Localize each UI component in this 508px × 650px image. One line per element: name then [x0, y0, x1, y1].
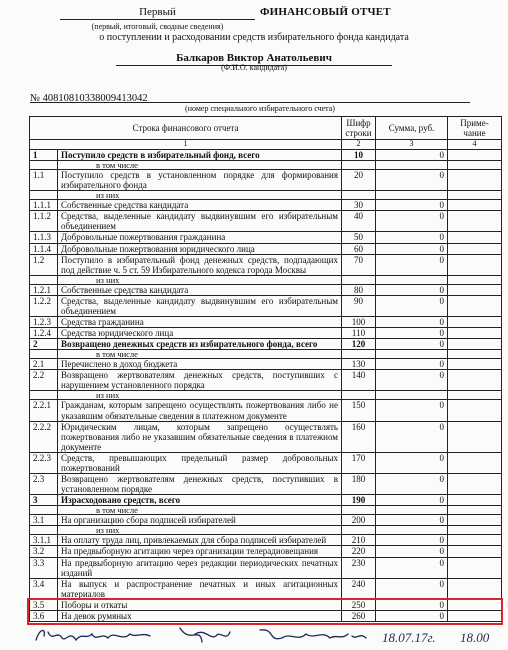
row-note — [448, 359, 502, 370]
row-sum: 0 — [376, 317, 448, 328]
table-row — [30, 284, 502, 295]
row-code: 1.2.1 — [30, 284, 58, 295]
row-note — [448, 452, 502, 473]
row-label: На предвыборную агитацию через организации телерадиовещания — [58, 546, 342, 557]
table-row — [30, 495, 502, 506]
table-row — [30, 400, 502, 421]
row-line-code: 40 — [342, 211, 376, 232]
row-sum: 0 — [376, 232, 448, 243]
report-title: ФИНАНСОВЫЙ ОТЧЕТ — [260, 6, 391, 18]
row-line-code — [342, 350, 376, 359]
row-code: 1.1.1 — [30, 200, 58, 211]
row-sum: 0 — [376, 421, 448, 452]
row-code — [30, 161, 58, 170]
row-label: Средства, выделенные кандидату выдвинувшим его избирательным объединением — [58, 211, 342, 232]
row-label: На предвыборную агитацию через редакции периодических печатных изданий — [58, 557, 342, 578]
row-label: Поступило в избирательный фонд денежных средств, подпадающих под действие ч. 5 ст. 59 Избирательного кодекса города Москвы — [58, 254, 342, 275]
handwritten-certification — [30, 622, 500, 648]
row-sum: 0 — [376, 370, 448, 391]
row-label: Поступило средств в установленном порядке для формирования избирательного фонда — [58, 170, 342, 191]
column-number: 2 — [342, 140, 376, 150]
row-sum: 0 — [376, 599, 448, 610]
row-note — [448, 350, 502, 359]
table-row — [30, 211, 502, 232]
table-row — [30, 243, 502, 254]
row-sum: 0 — [376, 400, 448, 421]
row-sum: 0 — [376, 339, 448, 350]
row-line-code: 140 — [342, 370, 376, 391]
account-note: (номер специального избирательного счета) — [185, 104, 335, 113]
candidate-note: (Ф.И.О. кандидата) — [221, 63, 287, 72]
row-code: 1.2 — [30, 254, 58, 275]
table-subheading-row — [30, 526, 502, 535]
row-note — [448, 295, 502, 316]
signature-date: 18.07.17г. — [382, 630, 436, 645]
row-label: На оплату труда лиц, привлекаемых для сбора подписей избирателей — [58, 535, 342, 546]
row-line-code: 110 — [342, 328, 376, 339]
row-sum — [376, 506, 448, 515]
row-line-code: 10 — [342, 150, 376, 161]
row-line-code: 30 — [342, 200, 376, 211]
row-code — [30, 350, 58, 359]
row-code: 3.4 — [30, 578, 58, 599]
row-code: 1.2.3 — [30, 317, 58, 328]
row-line-code — [342, 275, 376, 284]
row-line-code: 190 — [342, 495, 376, 506]
row-sum: 0 — [376, 474, 448, 495]
row-sum: 0 — [376, 243, 448, 254]
table-row — [30, 421, 502, 452]
row-note — [448, 506, 502, 515]
row-note — [448, 400, 502, 421]
row-sum: 0 — [376, 200, 448, 211]
row-line-code: 70 — [342, 254, 376, 275]
row-line-code: 180 — [342, 474, 376, 495]
row-label: Гражданам, которым запрещено осуществлять пожертвования либо не указавшим обязательные сведения в платежном документе — [58, 400, 342, 421]
table-row — [30, 599, 502, 610]
row-note — [448, 474, 502, 495]
row-code: 2.1 — [30, 359, 58, 370]
row-label: Средства гражданина — [58, 317, 342, 328]
row-note — [448, 578, 502, 599]
table-row — [30, 515, 502, 526]
row-sum: 0 — [376, 359, 448, 370]
table-row — [30, 170, 502, 191]
row-subheading: в том числе — [58, 161, 342, 170]
table-row — [30, 232, 502, 243]
row-line-code: 150 — [342, 400, 376, 421]
row-label: Поборы и откаты — [58, 599, 342, 610]
row-line-code: 120 — [342, 339, 376, 350]
row-line-code: 200 — [342, 515, 376, 526]
row-line-code: 260 — [342, 610, 376, 621]
row-note — [448, 328, 502, 339]
row-sum: 0 — [376, 452, 448, 473]
row-sum: 0 — [376, 610, 448, 621]
row-sum: 0 — [376, 557, 448, 578]
row-sum: 0 — [376, 535, 448, 546]
table-row — [30, 359, 502, 370]
column-number: 3 — [376, 140, 448, 150]
row-label: Возвращено жертвователям денежных средств, поступивших в установленном порядке — [58, 474, 342, 495]
account-line — [30, 88, 470, 103]
row-code: 2.2.2 — [30, 421, 58, 452]
col-header-row-label: Строка финансового отчета — [30, 117, 342, 140]
row-note — [448, 599, 502, 610]
row-line-code: 80 — [342, 284, 376, 295]
row-label: Собственные средства кандидата — [58, 284, 342, 295]
row-line-code: 250 — [342, 599, 376, 610]
row-line-code: 20 — [342, 170, 376, 191]
row-code: 1.2.2 — [30, 295, 58, 316]
table-row — [30, 295, 502, 316]
row-sum: 0 — [376, 515, 448, 526]
row-note — [448, 243, 502, 254]
row-label: Средства, выделенные кандидату выдвинувшим его избирательным объединением — [58, 295, 342, 316]
row-label: Возвращено жертвователям денежных средств, поступивших с нарушением установленного порядка — [58, 370, 342, 391]
row-note — [448, 170, 502, 191]
row-note — [448, 515, 502, 526]
row-note — [448, 200, 502, 211]
row-code — [30, 191, 58, 200]
row-label: На выпуск и распространение печатных и иных агитационных материалов — [58, 578, 342, 599]
table-row — [30, 546, 502, 557]
signature-time: 18.00 — [460, 630, 490, 645]
row-code: 1 — [30, 150, 58, 161]
row-label: Израсходовано средств, всего — [58, 495, 342, 506]
row-sum — [376, 161, 448, 170]
row-note — [448, 495, 502, 506]
row-code: 3 — [30, 495, 58, 506]
financial-table — [29, 116, 502, 622]
row-subheading: из них — [58, 275, 342, 284]
row-line-code — [342, 506, 376, 515]
row-note — [448, 421, 502, 452]
row-code: 3.5 — [30, 599, 58, 610]
row-code: 1.1.2 — [30, 211, 58, 232]
row-line-code: 220 — [342, 546, 376, 557]
row-label: Юридическим лицам, которым запрещено осуществлять пожертвования либо не указавшим обязательные сведения в платежном документе — [58, 421, 342, 452]
row-sum: 0 — [376, 211, 448, 232]
row-code: 2.2.1 — [30, 400, 58, 421]
row-note — [448, 317, 502, 328]
row-sum: 0 — [376, 578, 448, 599]
account-number: № 40810810338009413042 — [30, 93, 148, 104]
row-label: Средств, превышающих предельный размер добровольных пожертвований — [58, 452, 342, 473]
row-line-code: 160 — [342, 421, 376, 452]
table-subheading-row — [30, 275, 502, 284]
row-note — [448, 232, 502, 243]
report-kind-note: (первый, итоговый, сводные сведения) — [91, 22, 224, 31]
table-row — [30, 328, 502, 339]
row-sum — [376, 391, 448, 400]
row-code: 1.1 — [30, 170, 58, 191]
table-row — [30, 254, 502, 275]
row-note — [448, 557, 502, 578]
row-label: Перечислено в доход бюджета — [58, 359, 342, 370]
row-line-code — [342, 161, 376, 170]
row-code — [30, 526, 58, 535]
row-code: 2 — [30, 339, 58, 350]
row-line-code: 50 — [342, 232, 376, 243]
row-note — [448, 284, 502, 295]
row-note — [448, 161, 502, 170]
row-code: 2.2 — [30, 370, 58, 391]
row-note — [448, 610, 502, 621]
row-sum: 0 — [376, 254, 448, 275]
row-sum: 0 — [376, 170, 448, 191]
row-sum: 0 — [376, 150, 448, 161]
row-note — [448, 275, 502, 284]
candidate-name: Балкаров Виктор Анатольевич — [116, 52, 392, 66]
row-sum: 0 — [376, 328, 448, 339]
table-body — [30, 150, 502, 622]
row-label: Поступило средств в избирательный фонд, всего — [58, 150, 342, 161]
row-subheading: в том числе — [58, 506, 342, 515]
row-sum: 0 — [376, 546, 448, 557]
row-note — [448, 191, 502, 200]
signature-scribble-2 — [180, 628, 230, 642]
row-code: 1.1.4 — [30, 243, 58, 254]
row-label: Добровольные пожертвования гражданина — [58, 232, 342, 243]
table-row — [30, 557, 502, 578]
row-line-code — [342, 391, 376, 400]
table-subheading-row — [30, 350, 502, 359]
row-label: Добровольные пожертвования юридического лица — [58, 243, 342, 254]
row-code: 2.2.3 — [30, 452, 58, 473]
row-code: 3.3 — [30, 557, 58, 578]
row-line-code: 210 — [342, 535, 376, 546]
row-note — [448, 254, 502, 275]
column-number: 4 — [448, 140, 502, 150]
row-line-code: 100 — [342, 317, 376, 328]
table-row — [30, 150, 502, 161]
col-header-note: Приме-чание — [448, 117, 502, 140]
row-line-code: 170 — [342, 452, 376, 473]
table-header-row — [30, 117, 502, 140]
row-subheading: из них — [58, 191, 342, 200]
table-row — [30, 578, 502, 599]
row-code: 3.1.1 — [30, 535, 58, 546]
row-sum: 0 — [376, 295, 448, 316]
column-numbers-row — [30, 140, 502, 150]
row-sum — [376, 350, 448, 359]
row-subheading: в том числе — [58, 350, 342, 359]
table-subheading-row — [30, 391, 502, 400]
row-subheading: из них — [58, 391, 342, 400]
report-kind: Первый — [60, 6, 255, 20]
row-line-code: 60 — [342, 243, 376, 254]
table-row — [30, 474, 502, 495]
table-subheading-row — [30, 506, 502, 515]
row-note — [448, 526, 502, 535]
table-subheading-row — [30, 161, 502, 170]
row-code: 3.6 — [30, 610, 58, 621]
row-code — [30, 506, 58, 515]
row-code: 1.2.4 — [30, 328, 58, 339]
row-note — [448, 150, 502, 161]
row-line-code — [342, 191, 376, 200]
row-line-code: 230 — [342, 557, 376, 578]
table-row — [30, 535, 502, 546]
row-label: Возвращено денежных средств из избирательного фонда, всего — [58, 339, 342, 350]
row-sum: 0 — [376, 284, 448, 295]
row-code: 3.1 — [30, 515, 58, 526]
row-sum — [376, 526, 448, 535]
table-row — [30, 452, 502, 473]
row-sum — [376, 275, 448, 284]
table-row — [30, 339, 502, 350]
row-sum — [376, 191, 448, 200]
row-note — [448, 546, 502, 557]
row-note — [448, 211, 502, 232]
row-label: На девок румяных — [58, 610, 342, 621]
row-label: Средства юридического лица — [58, 328, 342, 339]
table-row — [30, 317, 502, 328]
row-note — [448, 391, 502, 400]
row-code — [30, 275, 58, 284]
row-label: На организацию сбора подписей избирателей — [58, 515, 342, 526]
column-number: 1 — [30, 140, 342, 150]
row-note — [448, 535, 502, 546]
row-subheading: из них — [58, 526, 342, 535]
report-heading — [0, 6, 508, 22]
report-subtitle: о поступлении и расходовании средств избирательного фонда кандидата — [99, 32, 409, 43]
row-code — [30, 391, 58, 400]
table-row — [30, 200, 502, 211]
table-row — [30, 610, 502, 621]
table-row — [30, 370, 502, 391]
row-line-code: 90 — [342, 295, 376, 316]
col-header-code: Шифр строки — [342, 117, 376, 140]
row-code: 2.3 — [30, 474, 58, 495]
row-note — [448, 370, 502, 391]
row-line-code: 240 — [342, 578, 376, 599]
row-code: 1.1.3 — [30, 232, 58, 243]
row-note — [448, 339, 502, 350]
table-subheading-row — [30, 191, 502, 200]
row-line-code — [342, 526, 376, 535]
col-header-sum: Сумма, руб. — [376, 117, 448, 140]
row-code: 3.2 — [30, 546, 58, 557]
row-label: Собственные средства кандидата — [58, 200, 342, 211]
row-line-code: 130 — [342, 359, 376, 370]
row-sum: 0 — [376, 495, 448, 506]
